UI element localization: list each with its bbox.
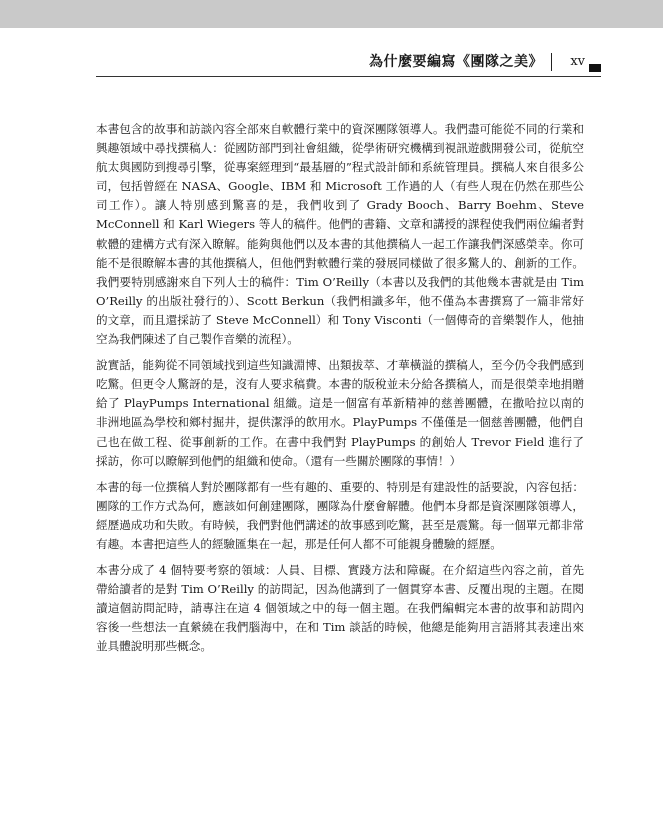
header-tab-marker	[589, 64, 601, 72]
top-gray-band	[0, 0, 663, 28]
page-number: xv	[570, 54, 585, 69]
paragraph: 說實話，能夠從不同領域找到這些知識淵博、出類拔萃、才華橫溢的撰稿人，至今仍令我們感到吃驚。但更令人驚訝的是，沒有人要求稿費。本書的版稅並未分給各撰稿人，而是很榮幸地捐贈給了 PlayPumps International 組織。這是一個富有革新精神的慈善團體，在撒哈拉以南的非洲地區為學校和鄉村掘井，提供潔淨的飲用水。PlayPumps 不僅僅是一個慈善團體，他們自己也在做工程、從事創新的工作。在書中我們對 PlayPumps 的創始人 Trevor Field 進行了採訪，你可以瞭解到他們的組織和使命。（還有一些關於團隊的事情！）	[96, 358, 584, 468]
header-rule	[96, 76, 601, 77]
chapter-title: 為什麼要編寫《團隊之美》	[369, 54, 543, 70]
paragraph: 本書分成了 4 個特要考察的領域：人員、目標、實踐方法和障礙。在介紹這些內容之前，首先帶給讀者的是對 Tim O’Reilly 的訪問記，因為他講到了一個貫穿本書、反覆出現的主題。在閱讀這個訪問記時，請專注在這 4 個領域之中的每一個主題。在我們編輯完本書的故事和訪問內容後一些想法一直縈繞在我們腦海中，在和 Tim 談話的時候，他總是能夠用言語將其表達出來並具體說明那些概念。	[96, 563, 584, 654]
paragraph: 本書包含的故事和訪談內容全部來自軟體行業中的資深團隊領導人。我們盡可能從不同的行業和興趣領域中尋找撰稿人：從國防部門到社會組織，從學術研究機構到視訊遊戲開發公司，從航空航太與國防到搜尋引擎，從專案經理到“最基層的”程式設計師和系統管理員。撰稿人來自很多公司，包括曾經在 NASA、Google、IBM 和 Microsoft 工作過的人（有些人現在仍然在那些公司工作）。讓人特別感到驚喜的是，我們收到了 Grady Booch、Barry Boehm、Steve McConnell 和 Karl Wiegers 等人的稿件。他們的書籍、文章和講授的課程使我們兩位編者對軟體的建構方式有深入瞭解。能夠與他們以及本書的其他撰稿人一起工作讓我們深感榮幸。你可能不是很瞭解本書的其他撰稿人，但他們對軟體行業的發展同樣做了很多驚人的、創新的工作。我們要特別感謝來自下列人士的稿件：Tim O’Reilly（本書以及我們的其他幾本書就是由 Tim O’Reilly 的出版社發行的）、Scott Berkun（我們相識多年，他不僅為本書撰寫了一篇非常好的文章，而且還採訪了 Steve McConnell）和 Tony Visconti（一個傳奇的音樂製作人，他抽空為我們陳述了自己製作音樂的流程）。	[96, 122, 584, 347]
paragraph: 本書的每一位撰稿人對於團隊都有一些有趣的、重要的、特別是有建設性的話要說，內容包括：團隊的工作方式為何，應該如何創建團隊，團隊為什麼會解體。他們本身都是資深團隊領導人，經歷過成功和失敗。有時候，我們對他們講述的故事感到吃驚，甚至是震驚。每一個單元都非常有趣。本書把這些人的經驗匯集在一起，那是任何人都不可能親身體驗的經歷。	[96, 479, 584, 551]
header-divider	[551, 53, 552, 71]
running-header	[0, 52, 663, 76]
body-text	[96, 120, 584, 664]
